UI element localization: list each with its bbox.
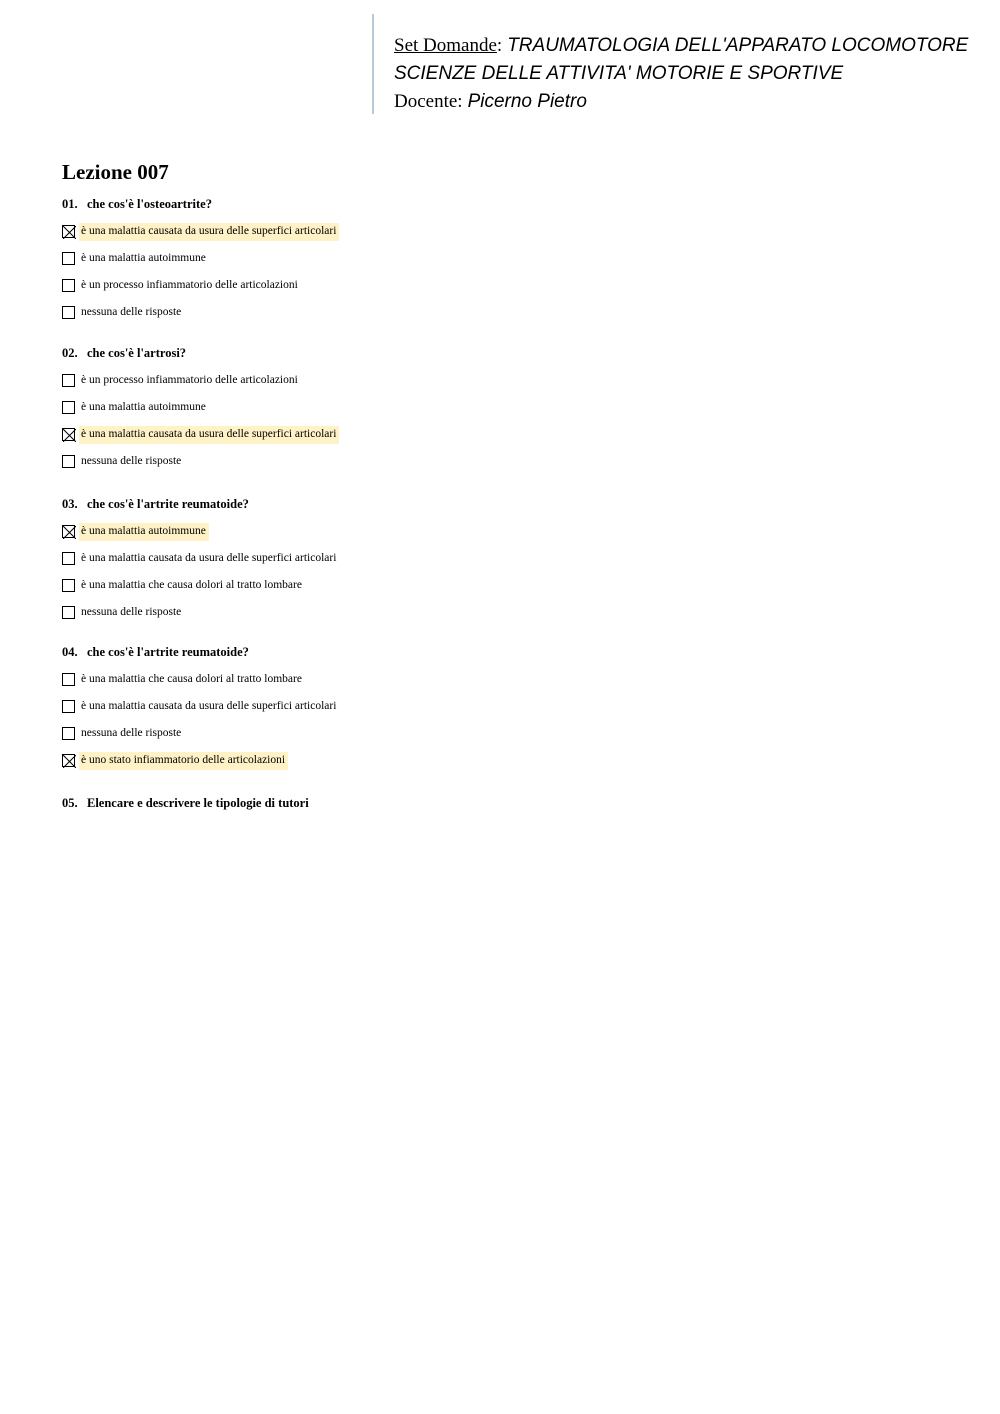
question-number: 05.: [62, 796, 78, 810]
answer-text: nessuna delle risposte: [81, 727, 182, 739]
empty-checkbox-icon[interactable]: [62, 374, 75, 387]
answer-text-correct: è uno stato infiammatorio delle articolazioni: [79, 752, 288, 770]
question-05: [62, 796, 309, 812]
teacher-name: Picerno Pietro: [467, 91, 587, 112]
empty-checkbox-icon[interactable]: [62, 579, 75, 592]
answer-option[interactable]: [62, 278, 298, 294]
answer-text: è un processo infiammatorio delle articolazioni: [81, 279, 298, 291]
empty-checkbox-icon[interactable]: [62, 401, 75, 414]
document-header: [372, 14, 984, 114]
answer-option[interactable]: [62, 699, 337, 715]
empty-checkbox-icon[interactable]: [62, 279, 75, 292]
checked-checkbox-icon[interactable]: [62, 754, 75, 767]
set-colon: :: [496, 35, 503, 56]
question-04: [62, 645, 337, 769]
answer-text: è una malattia autoimmune: [81, 401, 206, 413]
answer-option[interactable]: [62, 427, 337, 443]
checked-checkbox-icon[interactable]: [62, 525, 75, 538]
checked-checkbox-icon[interactable]: [62, 225, 75, 238]
course-line: [394, 62, 843, 85]
answer-option[interactable]: [62, 251, 212, 267]
question-text: che cos'è l'artrite reumatoide?: [87, 645, 249, 659]
answer-option[interactable]: [62, 454, 186, 470]
question-02: [62, 346, 337, 470]
empty-checkbox-icon[interactable]: [62, 306, 75, 319]
answer-option[interactable]: [62, 578, 302, 594]
empty-checkbox-icon[interactable]: [62, 673, 75, 686]
teacher-label: Docente:: [394, 91, 463, 112]
answer-option[interactable]: [62, 726, 249, 742]
question-number: 03.: [62, 497, 78, 511]
question-text: che cos'è l'osteoartrite?: [87, 197, 212, 211]
answer-text: nessuna delle risposte: [81, 306, 182, 318]
answer-option[interactable]: [62, 400, 206, 416]
answer-text-correct: è una malattia autoimmune: [79, 523, 209, 541]
course-title-line1: TRAUMATOLOGIA DELL'APPARATO LOCOMOTORE: [507, 35, 969, 56]
answer-text: è una malattia che causa dolori al tratto lombare: [81, 579, 302, 591]
answer-option[interactable]: [62, 753, 286, 769]
answer-text: è una malattia che causa dolori al tratto lombare: [81, 673, 302, 685]
question-text: Elencare e descrivere le tipologie di tutori: [87, 796, 309, 810]
question-number: 02.: [62, 346, 78, 360]
answer-text: nessuna delle risposte: [81, 606, 182, 618]
question-03: [62, 497, 337, 621]
course-title-line2: SCIENZE DELLE ATTIVITA' MOTORIE E SPORTIVE: [394, 63, 844, 84]
answer-text: nessuna delle risposte: [81, 455, 182, 467]
checked-checkbox-icon[interactable]: [62, 428, 75, 441]
set-label: Set Domande: [394, 35, 497, 56]
question-heading: [62, 197, 212, 213]
question-01: [62, 197, 337, 321]
answer-option[interactable]: [62, 224, 337, 240]
question-heading: [62, 497, 249, 513]
answer-option[interactable]: [62, 373, 298, 389]
question-heading: [62, 645, 249, 661]
answer-option[interactable]: [62, 524, 249, 540]
question-number: 01.: [62, 197, 78, 211]
question-heading: [62, 796, 309, 812]
answer-option[interactable]: [62, 605, 249, 621]
empty-checkbox-icon[interactable]: [62, 606, 75, 619]
answer-text-correct: è una malattia causata da usura delle superfici articolari: [79, 223, 339, 241]
answer-text: è una malattia autoimmune: [81, 252, 206, 264]
answer-text: è una malattia causata da usura delle superfici articolari: [81, 700, 337, 712]
answer-text: è un processo infiammatorio delle articolazioni: [81, 374, 298, 386]
set-line: [394, 34, 968, 57]
answer-text: è una malattia causata da usura delle superfici articolari: [81, 552, 337, 564]
lesson-title: Lezione 007: [62, 160, 169, 184]
answer-option[interactable]: [62, 551, 337, 567]
empty-checkbox-icon[interactable]: [62, 455, 75, 468]
empty-checkbox-icon[interactable]: [62, 252, 75, 265]
question-number: 04.: [62, 645, 78, 659]
teacher-line: [394, 90, 587, 113]
question-text: che cos'è l'artrosi?: [87, 346, 187, 360]
answer-option[interactable]: [62, 305, 212, 321]
answer-text-correct: è una malattia causata da usura delle superfici articolari: [79, 426, 339, 444]
empty-checkbox-icon[interactable]: [62, 727, 75, 740]
question-text: che cos'è l'artrite reumatoide?: [87, 497, 249, 511]
question-heading: [62, 346, 186, 362]
answer-option[interactable]: [62, 672, 302, 688]
empty-checkbox-icon[interactable]: [62, 700, 75, 713]
empty-checkbox-icon[interactable]: [62, 552, 75, 565]
